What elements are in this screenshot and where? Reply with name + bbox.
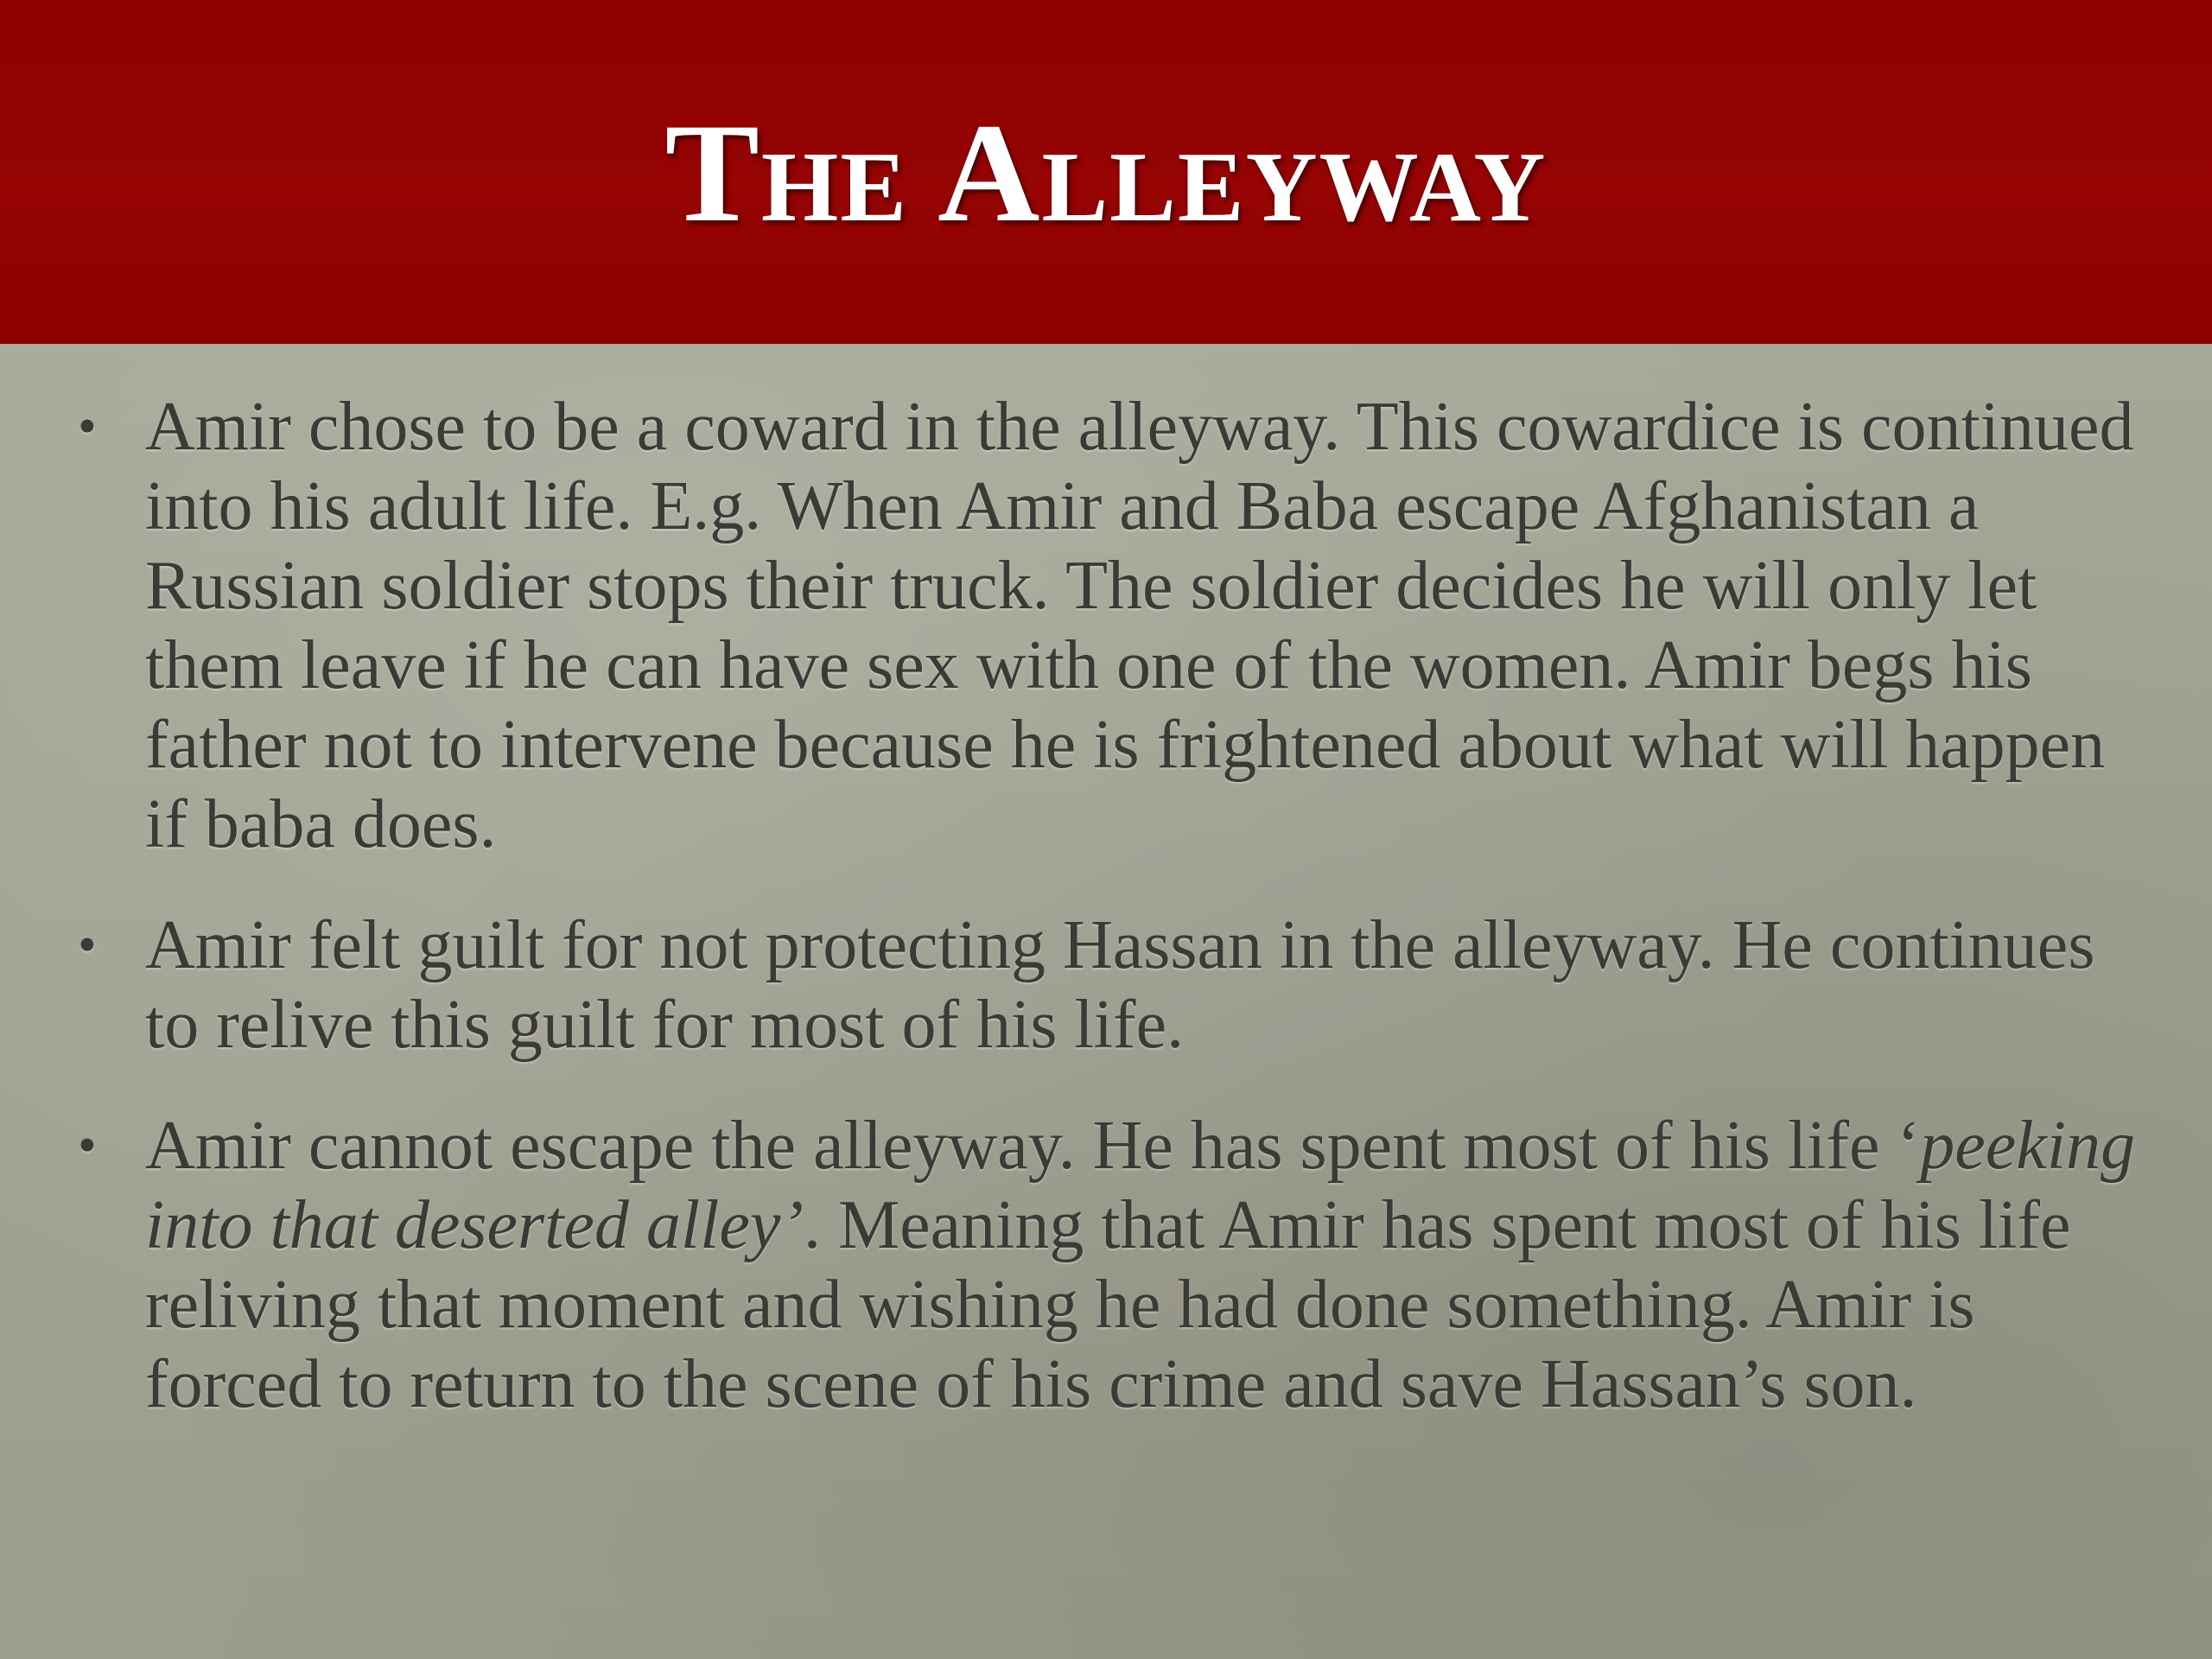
bullet-list — [71, 387, 2145, 1465]
bullet-text-trail: . Meaning that Amir has spent most of his life reliving that moment and wishing he had done something. Amir is forced to return to the scene of his crime and save Hassan’s son. — [145, 1187, 2071, 1422]
bullet-item — [71, 1106, 2145, 1424]
bullet-item — [71, 906, 2145, 1065]
bullet-text-lead: Amir cannot escape the alleyway. He has spent most of his life ‘ — [145, 1108, 1921, 1184]
bullet-icon: • — [78, 916, 97, 975]
bullet-icon: • — [78, 397, 97, 456]
bullet-icon: • — [78, 1116, 97, 1175]
title-bar — [0, 0, 2212, 344]
bullet-text: Amir chose to be a coward in the alleyway. This cowardice is continued into his adult life. E.g. When Amir and Baba escape Afghanistan a Russian soldier stops their truck. The soldier decides he will only let them leave if he can have sex with one of the women. Amir begs his father not to intervene because he is frightened about what will happen if baba does. — [145, 389, 2134, 862]
slide-body — [0, 344, 2212, 1659]
bullet-quote: peeking into that deserted alley’ — [145, 1108, 2135, 1263]
bullet-text: Amir felt guilt for not protecting Hassan in the alleyway. He continues to relive this guilt for most of his life. — [145, 907, 2095, 1063]
slide-title: The Alleyway — [664, 95, 1548, 251]
bullet-item — [71, 387, 2145, 864]
